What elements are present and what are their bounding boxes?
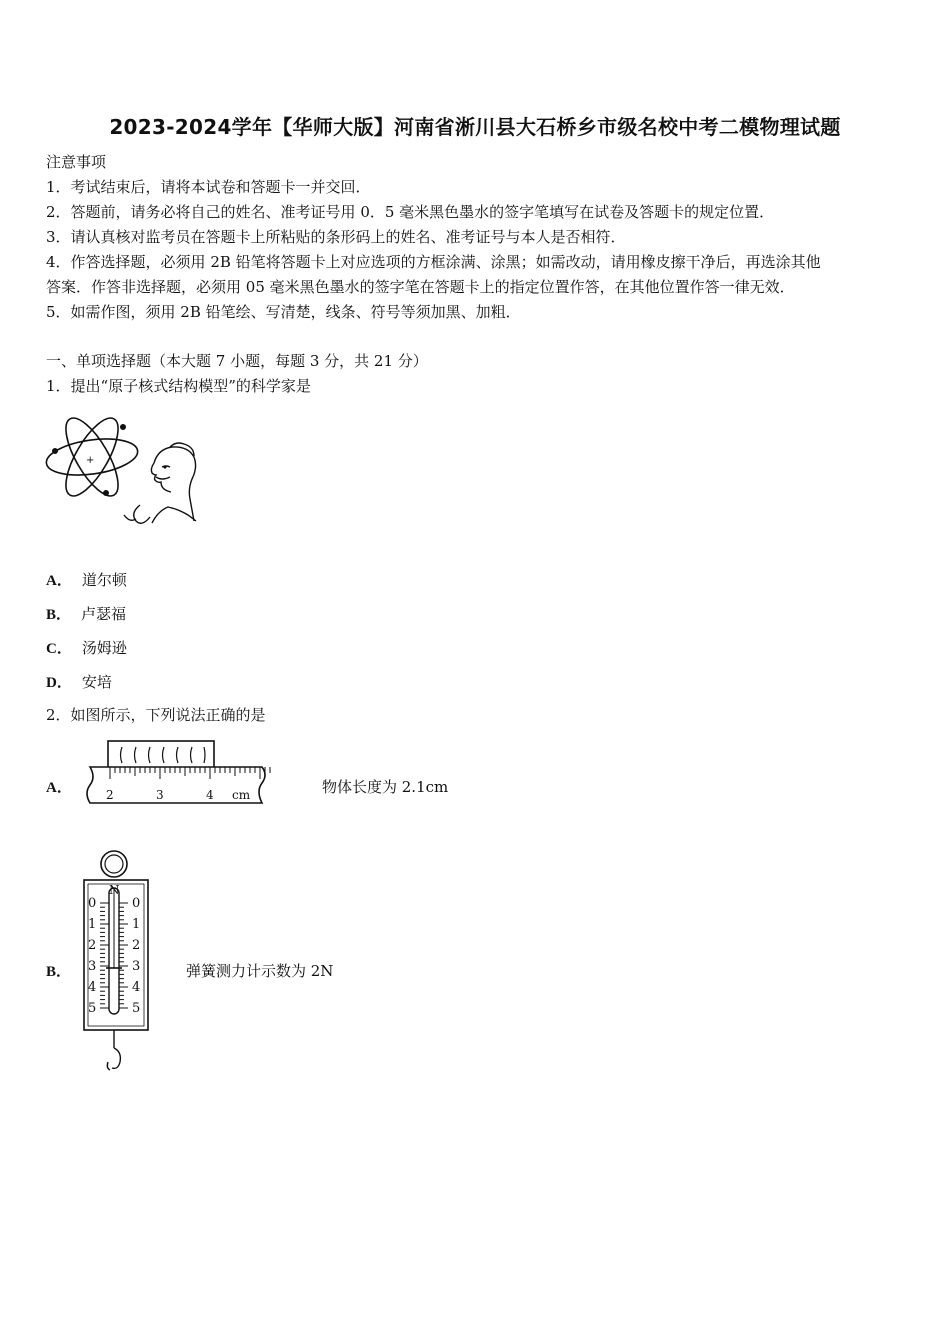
q2-option-b-text: 弹簧测力计示数为 2N [186,962,334,980]
q1-option-b-text: 卢瑟福 [81,605,127,623]
notice-heading: 注意事项 [46,153,107,171]
right-tick-4: 4 [132,980,141,995]
ruler-label-4: 4 [206,788,214,802]
q1-option-c-letter: C． [46,641,72,657]
ruler-label-2: 2 [106,788,114,802]
measured-object [108,741,214,769]
atom-scientist-illustration [44,405,199,533]
page-title: 2023-2024学年【华师大版】河南省淅川县大石桥乡市级名校中考二模物理试题 [109,115,841,139]
q2-option-a-text: 物体长度为 2.1cm [322,778,449,796]
notice-line-3: 3．请认真核对监考员在答题卡上所粘贴的条形码上的姓名、准考证号与本人是否相符． [46,228,626,246]
left-tick-2: 2 [88,938,97,953]
q1-option-b-letter: B． [46,607,72,623]
q1-option-d-text: 安培 [81,673,112,691]
left-tick-5: 5 [88,1001,97,1016]
q1-option-d-letter: D． [46,675,72,691]
q1-option-a[interactable] [46,569,127,590]
notice-line-4: 4．作答选择题，必须用 2B 铅笔将答题卡上对应选项的方框涂满、涂黑；如需改动，请用橡皮擦干净后，再选涂其他 [46,253,821,271]
ruler-label-3: 3 [156,788,164,802]
ruler-unit: cm [232,788,251,802]
section-heading: 一、单项选择题（本大题 7 小题，每题 3 分，共 21 分） [46,352,428,370]
right-tick-3: 3 [132,959,141,974]
ruler-diagram [84,737,274,809]
question-2-stem: 2．如图所示，下列说法正确的是 [46,706,266,724]
notice-line-5: 5．如需作图，须用 2B 铅笔绘、写清楚，线条、符号等须加黑、加粗． [46,303,521,321]
spring-scale-diagram [76,848,156,1076]
right-tick-0: 0 [132,896,141,911]
scale-unit: N [109,883,120,897]
notice-line-4-cont: 答案．作答非选择题，必须用 05 毫米黑色墨水的签字笔在答题卡上的指定位置作答，在其他位置作答一律无效． [46,278,795,296]
q2-option-a-letter: A． [46,780,72,796]
question-1-stem: 1．提出“原子核式结构模型”的科学家是 [46,377,311,395]
notice-line-1: 1．考试结束后，请将本试卷和答题卡一并交回． [46,178,371,196]
q1-option-a-letter: A． [46,573,72,589]
svg-text:+: + [86,455,95,466]
q1-option-c[interactable] [46,637,127,658]
q2-option-a-label[interactable] [46,776,82,797]
right-tick-1: 1 [132,917,141,932]
q1-option-b[interactable] [46,603,126,624]
q2-option-b-letter: B． [46,964,72,980]
q1-option-d[interactable] [46,671,112,692]
left-tick-4: 4 [88,980,97,995]
left-tick-1: 1 [88,917,97,932]
left-tick-3: 3 [88,959,97,974]
right-tick-5: 5 [132,1001,141,1016]
hook [107,1048,120,1070]
q1-option-a-text: 道尔顿 [81,571,127,589]
left-tick-0: 0 [88,896,97,911]
notice-line-2: 2．答题前，请务必将自己的姓名、准考证号用 0．5 毫米黑色墨水的签字笔填写在试卷及答题卡的规定位置． [46,203,775,221]
right-tick-2: 2 [132,938,141,953]
q1-option-c-text: 汤姆逊 [81,639,127,657]
